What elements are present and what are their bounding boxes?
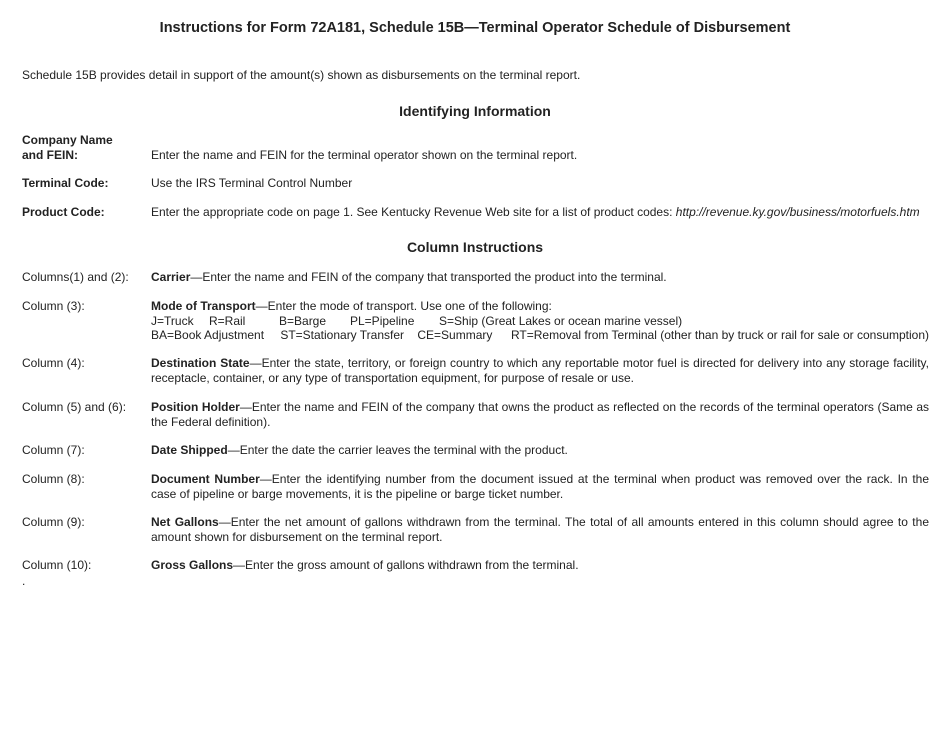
transport-codes-line-1: J=Truck R=Rail B=Barge PL=Pipeline S=Ship (Great Lakes or ocean marine vessel) xyxy=(151,313,683,328)
gross-gallons-text: Gross Gallons—Enter the gross amount of gallons withdrawn from the terminal. xyxy=(151,558,579,572)
document-number-text: Document Number—Enter the identifying number from the document issued at the terminal when product was removed over the rack. In the case of pipeline or barge movements, it is the pipeline or barge ticket number. xyxy=(151,472,930,501)
destination-state-text: Destination State—Enter the state, territory, or foreign country to which any reportable motor fuel is directed for delivery into any storage facility, receptacle, container, or any type of transportation equipment, for purpose of resale or use. xyxy=(151,356,929,385)
transport-codes-line-2: BA=Book Adjustment ST=Stationary Transfer CE=Summary RT=Removal from Terminal (other than by truck or rail for sale or consumption) xyxy=(151,328,930,342)
page-title: Instructions for Form 72A181, Schedule 15B—Terminal Operator Schedule of Disbursement xyxy=(159,20,791,36)
intro-paragraph: Schedule 15B provides detail in support of the amount(s) shown as disbursements on the terminal report. xyxy=(22,68,581,82)
terminal-code-label: Terminal Code: xyxy=(22,176,109,190)
column-instructions-heading: Column Instructions xyxy=(406,239,544,255)
position-holder-label: Column (5) and (6): xyxy=(22,400,127,414)
trailing-mark: . xyxy=(22,574,26,588)
terminal-code-text: Use the IRS Terminal Control Number xyxy=(151,176,353,190)
mode-of-transport-label: Column (3): xyxy=(22,299,85,313)
company-name-text: Enter the name and FEIN for the terminal operator shown on the terminal report. xyxy=(151,147,578,162)
product-code-text: Enter the appropriate code on page 1. See Kentucky Revenue Web site for a list of product codes: http://revenue.ky.gov/business/motorfuels.htm xyxy=(151,205,920,219)
position-holder-text: Position Holder—Enter the name and FEIN of the company that owns the product as reflected on the records of the terminal operators (Same as the Federal definition). xyxy=(151,400,929,429)
product-code-label: Product Code: xyxy=(22,205,105,219)
date-shipped-text: Date Shipped—Enter the date the carrier leaves the terminal with the product. xyxy=(151,443,568,457)
company-name-label: Company Name and FEIN: xyxy=(22,133,113,162)
product-codes-link[interactable]: http://revenue.ky.gov/business/motorfuels.htm xyxy=(675,205,920,219)
company-name-row xyxy=(22,133,930,163)
gross-gallons-label: Column (10): xyxy=(22,558,92,572)
carrier-label: Columns(1) and (2): xyxy=(22,270,129,284)
mode-of-transport-text: Mode of Transport—Enter the mode of transport. Use one of the following: J=Truck R=Rail B=Barge PL=Pipeline S=Ship (Great Lakes or ocean marine vessel) BA=Book Adjustment ST=Stationary Transfer CE=Summary RT=Removal from Terminal (other than by truck or rail for sale or consumption) xyxy=(151,299,930,342)
document-number-label: Column (8): xyxy=(22,472,85,486)
destination-state-label: Column (4): xyxy=(22,356,85,370)
carrier-text: Carrier—Enter the name and FEIN of the company that transported the product into the terminal. xyxy=(151,270,667,284)
net-gallons-text: Net Gallons—Enter the net amount of gallons withdrawn from the terminal. The total of all amounts entered in this column should agree to the amount shown for disbursement on the terminal report. xyxy=(151,515,929,544)
identifying-information-heading: Identifying Information xyxy=(399,103,551,119)
date-shipped-label: Column (7): xyxy=(22,443,85,457)
net-gallons-label: Column (9): xyxy=(22,515,85,529)
